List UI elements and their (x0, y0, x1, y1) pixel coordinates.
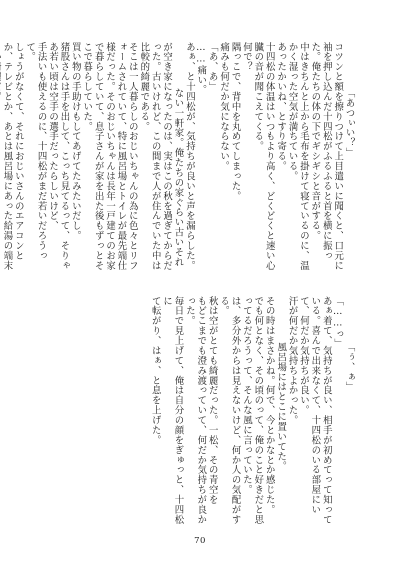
lower-right-text: 「ぅ、ぁ」 「……っ」 あぁ着て、気持ちが良い、相手が初めてって知っている。喜んで出来なくて、十四松のいる部屋にいて、何だか気持ちが良い。 汗が何だか気持ちよかった。 (286, 296, 355, 525)
upper-right-text: 「あつぃい？」 コツンと額を擦りつけて上目遣いに聞くと、口元に袖を押し込んだ十四松がふるふると首を横に振った。俺たちの体の下でギシギシと音がする。 中はきちんと上から毛布を掛けて寝ているのに、温かく湿った空気が満ちている。 あったかいね、とすり寄る。 十四松の体温はいつもより高く、どくどくと速い心臓の音が聞こえてくる。 何で？ 隅っこで、背中を丸めてしまった。 痛みも何だか気にならない。 「あ、あ」 ……痛い。 あぁ、と十四松が、気持ちが良いと声を漏らした。 (183, 42, 355, 271)
page-number: 70 (194, 536, 206, 546)
upper-left-text: ない一軒家。俺たちの家ぐらい古いそれが空き家になったのは、実はこの秋を過ぎてからだった。古いけれど、この間まで人が住んでいた中は比較的綺麗である。 そこは一人暮らしのおじいちゃんの為に色々とリフォームされていて、特に風呂場とトイレが最先端仕様だった。そのおじいちゃんは長年一戸建てのお家で暮らしていて、息子さんが家を出た後もずっとそこで暮らしていた。 買い物の手助けもしてあげてたみたいだし。 猪股さんは手を出して、こっち見てるって、そりゃあ若い頃は空手の選手だったらしいけど、 手法いも使えるのに、十四松がまだ若いだろうって。 しょうがなくて、それにおじいさんのエアコンとか、テレビとか、あとは風呂場にあった給湯の端末 (1, 42, 184, 271)
lower-left-text: 風呂場にはとこに置いてた。 その時はまさかね。何で、今とかなとか感じた。 でも何となく、その頃のって、俺のこと好きだと思ってるだろうって、そんな風に言っていた。 は、多分外からは見えないけど、何か人の気配がする。 秋は空がとても綺麗だった。一松、その青空を もどこまでも澄み渡っていて、何だか気持ちが良かった。 毎日で見上げて、俺は自分の顔をぎゅっと、十四松に て転がり、はぁ、と息を上げた。 (149, 296, 287, 525)
lower-text-block (36, 296, 366, 528)
upper-text-block (1, 42, 366, 274)
